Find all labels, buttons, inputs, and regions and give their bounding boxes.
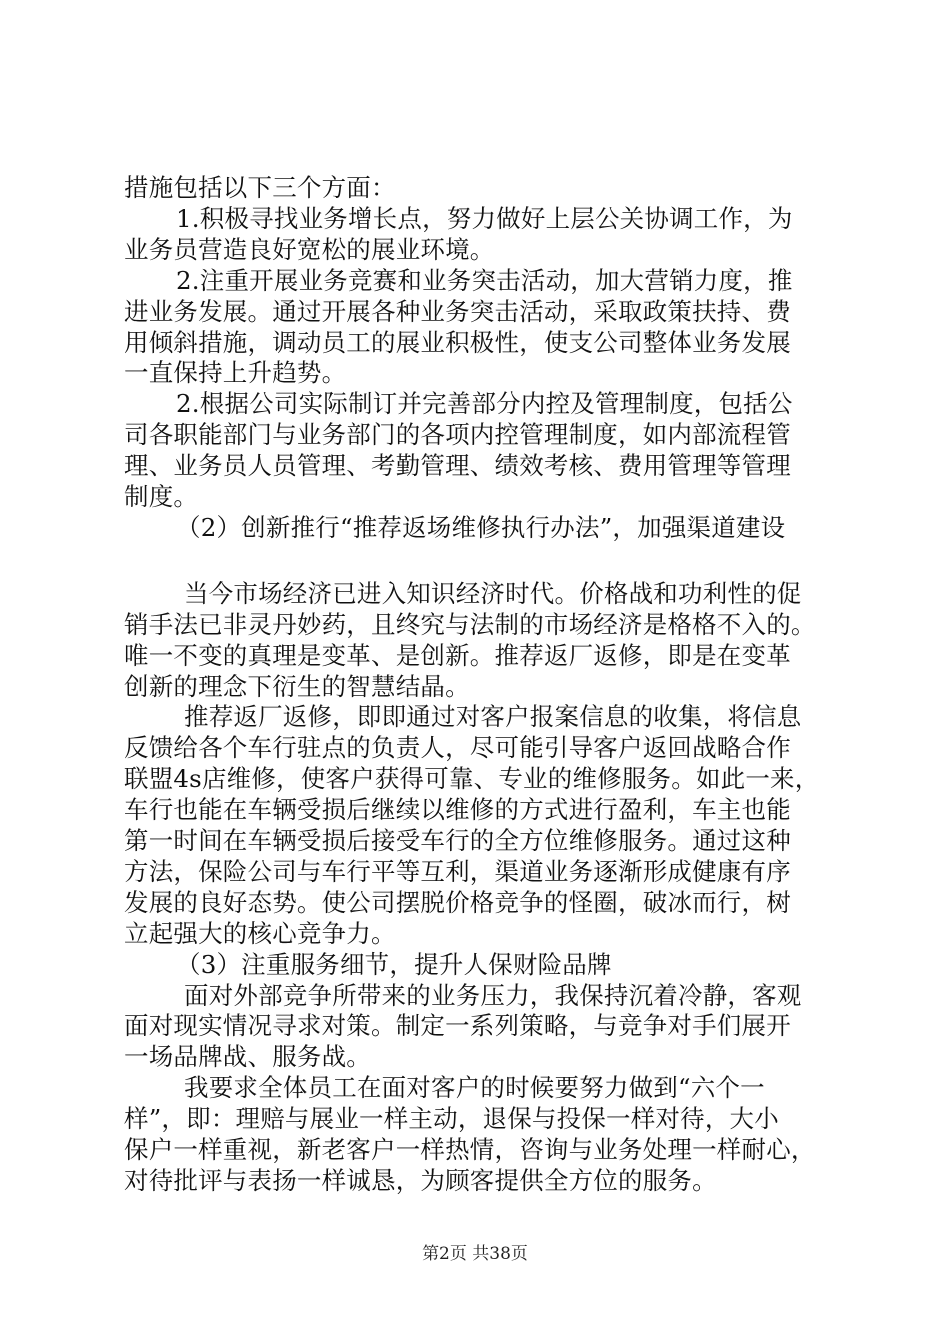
body-line: 2.注重开展业务竞赛和业务突击活动，加大营销力度，推 xyxy=(176,265,793,295)
body-line: 样”，即：理赔与展业一样主动，退保与投保一样对待，大小 xyxy=(124,1104,779,1134)
body-line: 唯一不变的真理是变革、是创新。推荐返厂返修，即是在变革 xyxy=(124,640,791,670)
body-line: 销手法已非灵丹妙药，且终究与法制的市场经济是格格不入的。 xyxy=(124,609,816,639)
body-line: 保户一样重视，新老客户一样热情，咨询与业务处理一样耐心， xyxy=(124,1135,816,1164)
body-line: 面对现实情况寻求对策。制定一系列策略，与竞争对手们展开 xyxy=(124,1011,791,1041)
body-line: 用倾斜措施，调动员工的展业积极性，使支公司整体业务发展 xyxy=(124,327,791,357)
body-line: 第一时间在车辆受损后接受车行的全方位维修服务。通过这种 xyxy=(124,826,791,855)
body-line: 联盟4s店维修，使客户获得可靠、专业的维修服务。如此一来， xyxy=(124,764,820,794)
body-line: 方法，保险公司与车行平等互利，渠道业务逐渐形成健康有序 xyxy=(124,856,791,886)
body-line: 创新的理念下衍生的智慧结晶。 xyxy=(124,671,470,701)
body-line: 2.根据公司实际制订并完善部分内控及管理制度，包括公 xyxy=(176,389,793,419)
body-line: 一直保持上升趋势。 xyxy=(124,358,347,388)
body-line: 反馈给各个车行驻点的负责人，尽可能引导客户返回战略合作 xyxy=(124,733,791,763)
page-footer: 第2页 共38页 xyxy=(422,1244,528,1264)
body-line: 推荐返厂返修，即即通过对客户报案信息的收集，将信息 xyxy=(184,702,802,732)
section-heading: （2）创新推行“推荐返场维修执行办法”，加强渠道建设 xyxy=(176,512,786,542)
body-line: 制度。 xyxy=(124,482,199,511)
body-line: 进业务发展。通过开展各种业务突击活动，采取政策扶持、费 xyxy=(124,296,791,326)
section-heading: （3）注重服务细节，提升人保财险品牌 xyxy=(176,949,612,979)
body-line: 当今市场经济已进入知识经济时代。价格战和功利性的促 xyxy=(184,578,802,608)
body-line: 司各职能部门与业务部门的各项内控管理制度，如内部流程管 xyxy=(124,420,791,450)
body-line: 我要求全体员工在面对客户的时候要努力做到“六个一 xyxy=(184,1073,765,1103)
body-line: 一场品牌战、服务战。 xyxy=(124,1042,371,1072)
body-line: 发展的良好态势。使公司摆脱价格竞争的怪圈，破冰而行，树 xyxy=(124,887,791,917)
body-line: 车行也能在车辆受损后继续以维修的方式进行盈利，车主也能 xyxy=(124,795,791,825)
body-line: 1.积极寻找业务增长点，努力做好上层公关协调工作，为 xyxy=(176,203,793,233)
body-line: 立起强大的核心竞争力。 xyxy=(124,918,396,948)
body-line: 面对外部竞争所带来的业务压力，我保持沉着冷静，客观 xyxy=(184,980,802,1010)
body-line: 业务员营造良好宽松的展业环境。 xyxy=(124,234,495,264)
body-line: 对待批评与表扬一样诚恳，为顾客提供全方位的服务。 xyxy=(124,1165,717,1195)
body-line: 理、业务员人员管理、考勤管理、绩效考核、费用管理等管理 xyxy=(124,451,791,481)
body-line: 措施包括以下三个方面： xyxy=(124,173,396,202)
